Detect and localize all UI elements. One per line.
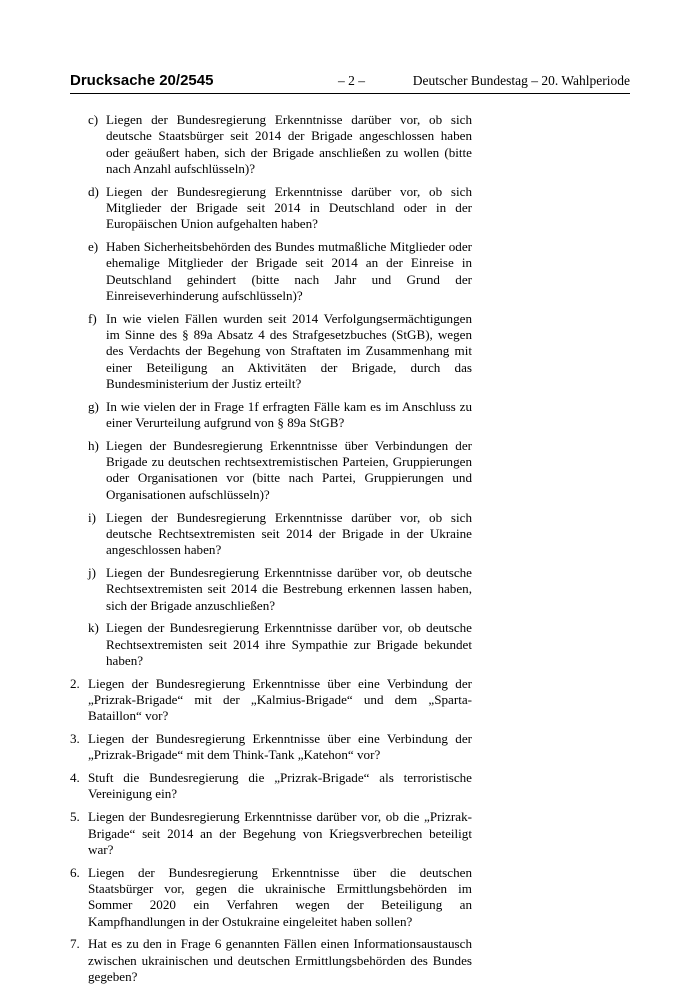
item-text: Haben Sicherheitsbehörden des Bundes mutmaßliche Mitglieder oder ehemalige Mitglieder der Brigade seit 2014 an der Einreise in Deutschland gehindert (bitte nach Jahr und Grund der Einreiseverhinderung aufschlüsseln)?	[106, 239, 472, 303]
page-number: – 2 –	[338, 73, 365, 88]
item-text: Hat es zu den in Frage 6 genannten Fällen einen Informationsaustausch zwischen ukrainischen und deutschen Ermittlungsbehörden des Bundes gegeben?	[88, 936, 472, 984]
item-label: k)	[88, 620, 99, 636]
item-text: In wie vielen Fällen wurden seit 2014 Verfolgungsermächtigungen im Sinne des § 89a Absatz 4 des Strafgesetzbuches (StGB), wegen des Verdachts der Begehung von Straftaten im Zusammenhang mit einer Beteiligung an Aktivitäten der Brigade, durch das Bundesministerium der Justiz erteilt?	[106, 310, 472, 391]
item-label: e)	[88, 239, 99, 255]
item-text: Liegen der Bundesregierung Erkenntnisse über eine Verbindung der „Prizrak-Brigade“ mit der „Kalmius-Brigade“ und dem „Sparta-Bataillon“ vor?	[88, 675, 472, 724]
item-label: 7.	[70, 936, 80, 952]
list-item	[70, 112, 472, 177]
list-item	[70, 565, 472, 614]
item-text: Liegen der Bundesregierung Erkenntnisse darüber vor, ob sich deutsche Rechtsextremisten seit 2014 der Brigade in der Ukraine angeschlossen haben?	[106, 509, 472, 558]
page-header	[70, 71, 630, 94]
question-list	[70, 112, 472, 992]
list-item	[70, 809, 472, 858]
item-text: Liegen der Bundesregierung Erkenntnisse darüber vor, ob die „Prizrak-Brigade“ seit 2014 an der Begehung von Kriegsverbrechen beteiligt war?	[88, 809, 472, 857]
list-item	[70, 399, 472, 432]
item-label: 2.	[70, 675, 80, 691]
item-text: Liegen der Bundesregierung Erkenntnisse darüber vor, ob deutsche Rechtsextremisten seit 2014 ihre Sympathie zur Brigade bekundet haben?	[106, 620, 472, 668]
list-item	[70, 865, 472, 930]
item-label: 4.	[70, 770, 80, 786]
list-item	[70, 770, 472, 803]
item-text: Liegen der Bundesregierung Erkenntnisse über die deutschen Staatsbürger vor, gegen die ukrainische Ermittlungsbehörden im Sommer 2020 ein Verfahren wegen der Beteiligung an Kampfhandlungen in der Ostukraine eingeleitet haben sollen?	[88, 864, 472, 929]
list-item	[70, 184, 472, 233]
list-item	[70, 676, 472, 725]
item-text: Liegen der Bundesregierung Erkenntnisse über eine Verbindung der „Prizrak-Brigade“ mit dem Think-Tank „Katehon“ vor?	[88, 731, 472, 763]
document-id: Drucksache 20/2545	[70, 72, 214, 89]
item-label: 3.	[70, 731, 80, 747]
publication-source: Deutscher Bundestag – 20. Wahlperiode	[412, 73, 630, 88]
item-text: Liegen der Bundesregierung Erkenntnisse darüber vor, ob deutsche Rechtsextremisten seit 2014 die Bestrebung erkennen lassen haben, sich der Brigade anzuschließen?	[106, 564, 472, 613]
item-label: c)	[88, 112, 99, 127]
item-label: f)	[88, 310, 97, 326]
item-text: In wie vielen der in Frage 1f erfragten Fälle kam es im Anschluss zu einer Verurteilung aufgrund von § 89a StGB?	[106, 398, 472, 431]
item-text: Liegen der Bundesregierung Erkenntnisse darüber vor, ob sich Mitglieder der Brigade seit 2014 in Deutschland oder in der Europäischen Union aufgehalten haben?	[106, 183, 472, 232]
item-label: 6.	[70, 864, 80, 880]
item-label: h)	[88, 437, 99, 453]
item-text: Liegen der Bundesregierung Erkenntnisse darüber vor, ob sich deutsche Staatsbürger seit 2014 der Brigade angeschlossen haben oder geäußert haben, sich der Brigade anschließen zu wollen (bitte nach Anzahl aufschlüsseln)?	[106, 112, 472, 176]
item-label: d)	[88, 183, 99, 199]
list-item	[70, 731, 472, 764]
item-label: 5.	[70, 809, 80, 825]
list-item	[70, 620, 472, 669]
item-label: i)	[88, 509, 96, 525]
item-text: Stuft die Bundesregierung die „Prizrak-Brigade“ als terroristische Vereinigung ein?	[88, 770, 472, 802]
item-label: g)	[88, 398, 99, 414]
item-label: j)	[88, 564, 96, 580]
list-item	[70, 239, 472, 304]
list-item	[70, 510, 472, 559]
list-item	[70, 311, 472, 392]
list-item	[70, 936, 472, 985]
list-item	[70, 438, 472, 503]
item-text: Liegen der Bundesregierung Erkenntnisse über Verbindungen der Brigade zu deutschen rechtsextremistischen Parteien, Gruppierungen oder Organisationen vor (bitte nach Partei, Gruppierungen und Organisationen aufschlüsseln)?	[106, 437, 472, 502]
